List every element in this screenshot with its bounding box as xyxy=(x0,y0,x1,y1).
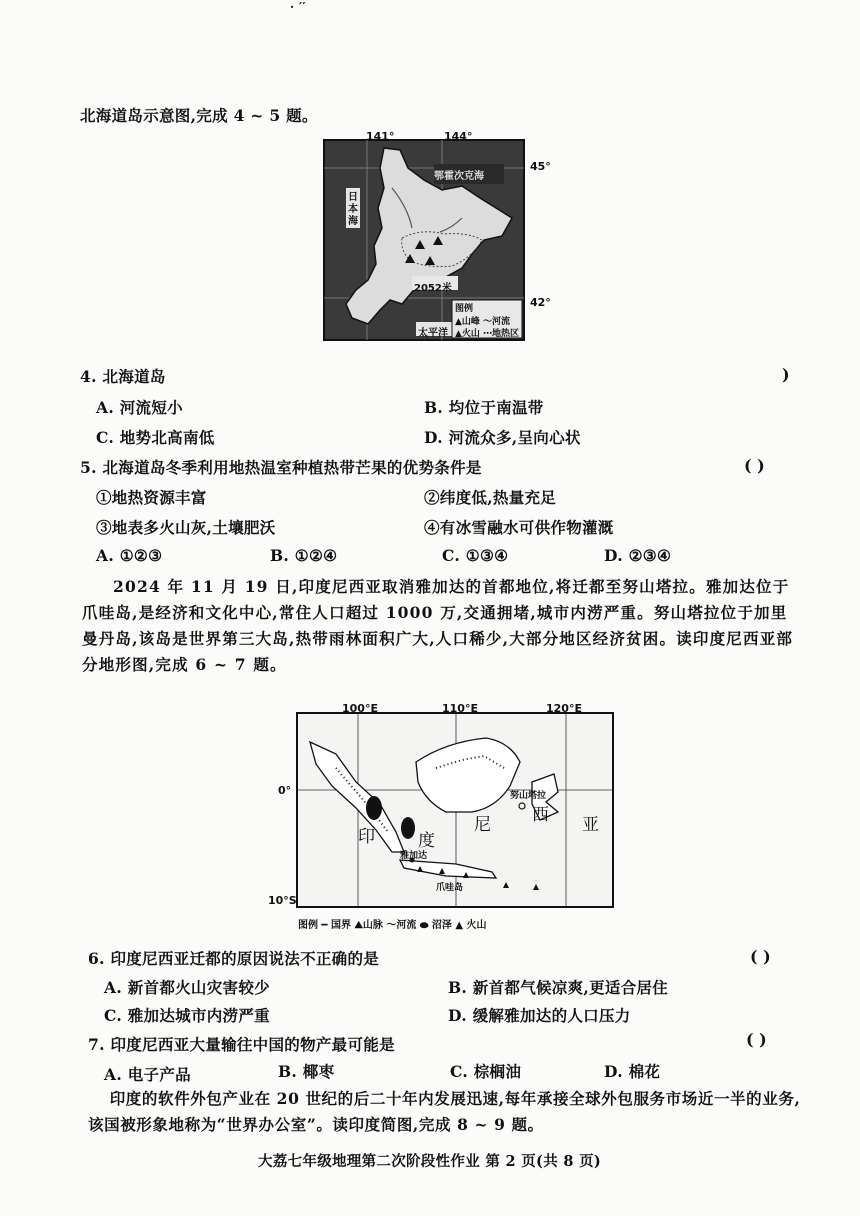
q4-option-b: B. 均位于南温带 xyxy=(424,398,544,417)
q5-statement-1: ①地热资源丰富 xyxy=(96,488,207,507)
lon-120e-label: 120°E xyxy=(546,702,582,715)
top-marks: · ′′ xyxy=(290,0,306,14)
passage-indonesia: 2024 年 11 月 19 日,印度尼西亚取消雅加达的首都地位,将迁都至努山塔拉。雅加达位于爪哇岛,是经济和文化中心,常住人口超过 1000 万,交通拥堵,城市内涝严重。努山塔拉位于加里曼丹岛,该岛是世界第三大岛,热带雨林面积广大,人口稀少,大部分地区经济贫困。读印度尼西亚部分地形图,完成 6 ~ 7 题。 xyxy=(82,577,794,674)
q7-answer-paren: ( ) xyxy=(746,1030,767,1049)
country-char-ni: 尼 xyxy=(474,815,491,835)
country-char-yin: 印 xyxy=(358,827,375,847)
q4-answer-paren: ) xyxy=(782,365,790,384)
q6-option-a: A. 新首都火山灾害较少 xyxy=(104,978,270,997)
lat-10s-label: 10°S xyxy=(268,894,297,907)
q4-stem: 4. 北海道岛 xyxy=(80,367,166,386)
q5-answer-paren: ( ) xyxy=(744,456,765,475)
lat-45-label: 45° xyxy=(530,160,551,173)
lon-144-label: 144° xyxy=(444,130,473,143)
japan-sea-label: 日本海 xyxy=(348,192,358,227)
country-char-ya: 亚 xyxy=(582,815,599,835)
java-label: 爪哇岛 xyxy=(436,883,464,893)
country-char-xi: 西 xyxy=(532,805,549,825)
q5-option-a: A. ①②③ xyxy=(96,546,163,565)
q4-option-a: A. 河流短小 xyxy=(96,398,183,417)
map1-legend-row2: ▲火山 ⋯地热区 xyxy=(455,329,520,339)
q5-option-d: D. ②③④ xyxy=(604,546,672,565)
q7-option-c: C. 棕榈油 xyxy=(450,1062,522,1081)
q5-option-c: C. ①③④ xyxy=(442,546,509,565)
q7-option-b: B. 椰枣 xyxy=(278,1062,335,1081)
map1-legend-row1: ▲山峰 ～河流 xyxy=(455,317,511,327)
map1-legend-title: 图例 xyxy=(455,304,474,314)
hokkaido-map xyxy=(322,130,551,355)
passage-india: 印度的软件外包产业在 20 世纪的后二十年内发展迅速,每年承接全球外包服务市场近一半的业务,该国被形象地称为“世界办公室”。读印度简图,完成 8 ~ 9 题。 xyxy=(88,1089,801,1134)
q5-stem: 5. 北海道岛冬季利用地热温室种植热带芒果的优势条件是 xyxy=(80,458,482,477)
q6-option-d: D. 缓解雅加达的人口压力 xyxy=(448,1006,631,1025)
country-char-du: 度 xyxy=(418,831,435,851)
peak-label: 2052米 xyxy=(414,283,452,294)
map2-legend: 图例 ━ 国界 ⛰山脉 ～河流 ⬬ 沼泽 ▲ 火山 xyxy=(298,920,487,931)
q4-option-d: D. 河流众多,呈向心状 xyxy=(424,428,581,447)
lon-110e-label: 110°E xyxy=(442,702,478,715)
q7-option-d: D. 棉花 xyxy=(604,1062,661,1081)
pacific-label: 太平洋 xyxy=(418,328,448,339)
lon-100e-label: 100°E xyxy=(342,702,378,715)
q6-answer-paren: ( ) xyxy=(750,947,771,966)
q5-statement-2: ②纬度低,热量充足 xyxy=(424,488,557,507)
q6-option-c: C. 雅加达城市内涝严重 xyxy=(104,1006,270,1025)
page-footer: 大荔七年级地理第二次阶段性作业 第 2 页(共 8 页) xyxy=(258,1153,602,1170)
q7-stem: 7. 印度尼西亚大量输往中国的物产最可能是 xyxy=(88,1035,395,1054)
indonesia-map xyxy=(268,702,614,908)
q5-option-b: B. ①②④ xyxy=(270,546,338,565)
lat-42-label: 42° xyxy=(530,296,551,309)
q6-stem: 6. 印度尼西亚迁都的原因说法不正确的是 xyxy=(88,949,380,968)
q4-option-c: C. 地势北高南低 xyxy=(96,428,215,447)
q6-option-b: B. 新首都气候凉爽,更适合居住 xyxy=(448,978,669,997)
q5-statement-3: ③地表多火山灰,土壤肥沃 xyxy=(96,518,276,537)
intro-hokkaido: 北海道岛示意图,完成 4 ~ 5 题。 xyxy=(80,106,318,125)
lon-141-label: 141° xyxy=(366,130,395,143)
nusantara-label: 努山塔拉 xyxy=(510,791,547,801)
jakarta-label: 雅加达 xyxy=(400,851,428,861)
q5-statement-4: ④有冰雪融水可供作物灌溉 xyxy=(424,518,614,537)
lat-0-label: 0° xyxy=(278,784,292,797)
q7-option-a: A. 电子产品 xyxy=(104,1065,191,1084)
okhotsk-sea-label: 鄂霍次克海 xyxy=(434,171,484,182)
